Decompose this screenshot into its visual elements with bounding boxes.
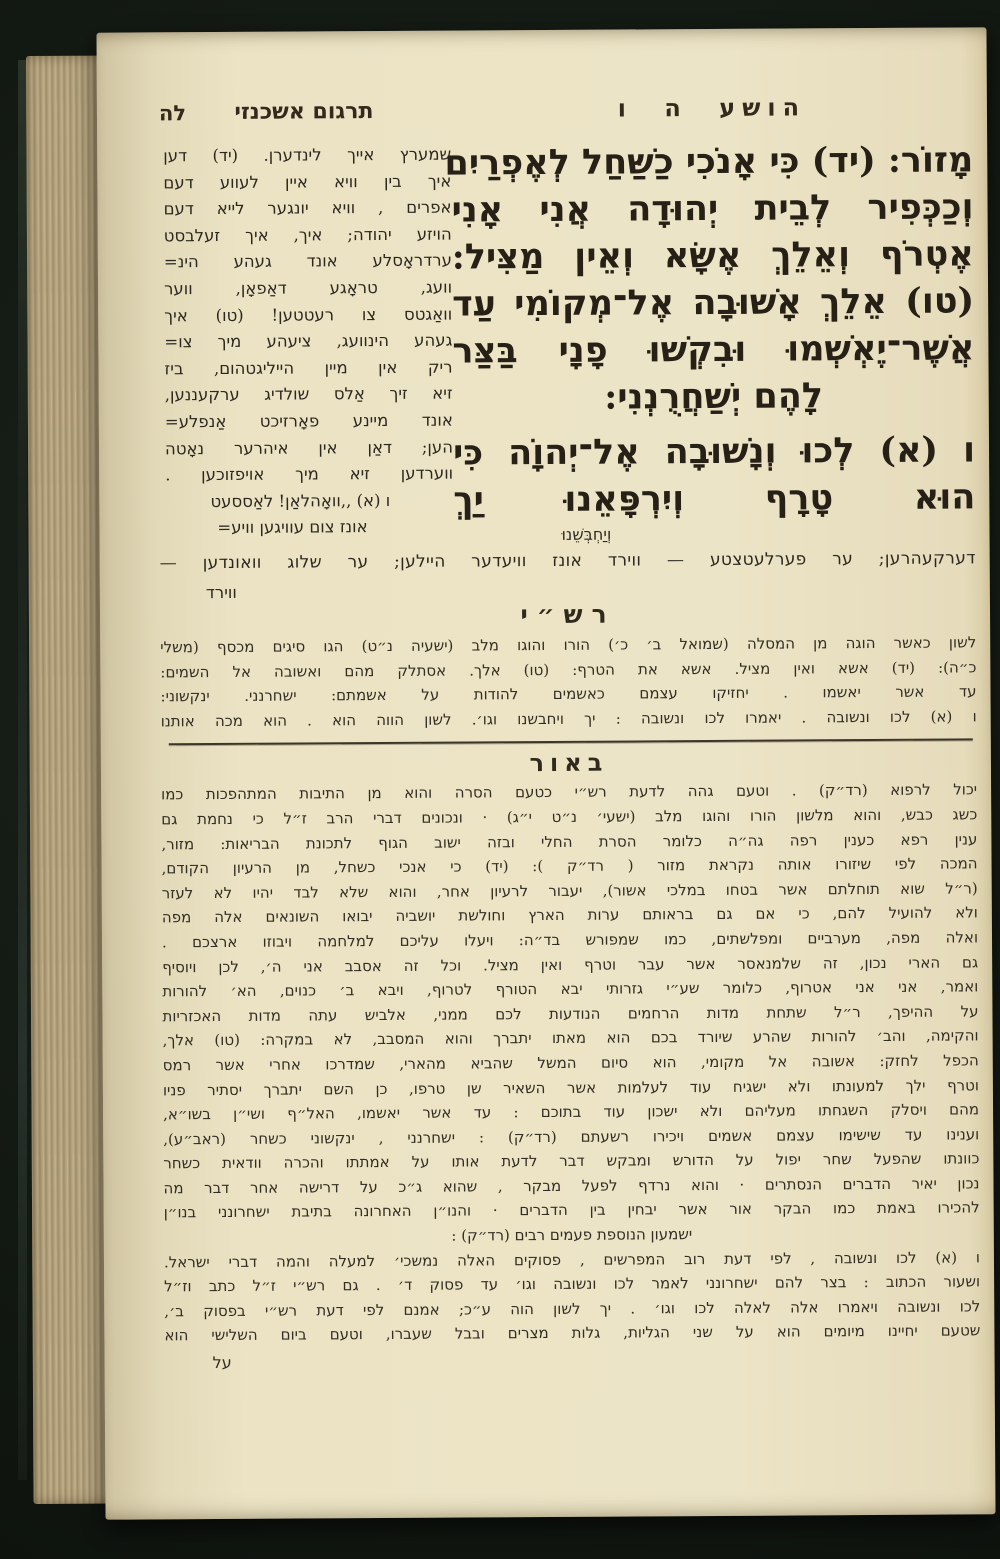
page-header <box>157 91 973 125</box>
biur-section <box>161 747 981 1377</box>
running-title: הושע ה ו <box>617 92 807 123</box>
biur-line: (ר״ל שוא תוחלתם אשר בטחו במלכי אשור), יעבור לרעיון אחר, והוא שלא לבד יהיו לא לעזר <box>161 879 978 903</box>
biur-line: ואמר, אני אני אטרוף, כלומר שע״י גזרותי יבא הטורף לטרוף, ויבא ב׳ כנוים, הא׳ להורות <box>162 977 979 1001</box>
biur-line: לכו ונשובה ויאמרו אלה לאלה לכו וגו׳ . יך לשון הוה ע״כ; אמנם לפי דעת רש״י בפסוק ב׳, <box>164 1297 981 1321</box>
translation-catchword: ווירד <box>205 582 237 603</box>
translation-column <box>157 140 453 548</box>
main-columns <box>157 136 975 547</box>
translation-header-cell <box>157 98 451 126</box>
biur-line: גם הארי נכון, זה שלמנאסר אשר עבר וטרף ואין מציל. וכל זה אסבב אני ה׳, לכן ויוסיף <box>162 952 979 976</box>
page-content <box>96 27 995 1519</box>
translation-line: איך בין וויא איין לעווע דעם <box>163 171 452 192</box>
translation-line: ערדראָסלע אונד געהע הינ= <box>163 250 452 272</box>
translation-line: זיא זיך אַלס שולדיג ערקעננען, <box>164 383 453 405</box>
verse-line: מָזוֹר: (יד) כִּי אָנֹכִי כַשַּׁחַל לְאֶפְרַיִם <box>444 139 974 184</box>
verse-line: ו (א) לְכוּ וְנָשׁוּבָה אֶל־יְהוָֹה כִּי <box>452 429 976 474</box>
verse-lines-a <box>444 136 975 374</box>
biur-line: וענינו עד שישימו עצמם אשמים ויכירו רשעתם (רד״ק) : ישחרנני , ינקשוני כשחר (ראב״ע), <box>163 1125 980 1149</box>
translation-line: וועג, טראָגע דאַפאָן, ווער <box>163 277 453 299</box>
book-cover-edge <box>18 60 27 1480</box>
rashi-line: ו (א) לכו ונשובה . יאמרו לכו ונשובה : יך ויחבשנו וגו׳. לשון הווה הוא . הוא מכה אותנו <box>160 707 977 731</box>
translation-line: הויזע יהודה; איך, איך זעלבסט <box>163 224 452 246</box>
section-divider-rule <box>169 739 973 746</box>
biur-line: להכירו באמת כמו הבקר אור אשר יבחין בין הדברים · והנו״ן האחרונה בתיבת ישחרונני בנו״ן <box>163 1198 980 1222</box>
translation-line: ריק אין מיין הייליגטהום, ביז <box>164 357 453 379</box>
biur-line: ושעור הכתוב : בצר להם ישחרונני לאמר לכו ונשובה וגו׳ עד פסוק ד׳ . גם רש״י ז״ל כתב וז״ל <box>164 1272 981 1296</box>
biur-lines-b <box>164 1245 981 1348</box>
running-title-cell <box>451 91 973 123</box>
biur-line: כשג כבש, והוא מלשון הורו והוגו מלב (ישעי׳ נ״ט י״ג) · ונכונים דברי הרב ז״ל כי נחמת גם <box>161 805 978 829</box>
translation-full-width-line: דערקעהרען; ער פערלעטצטע — ווירד אונז וויעדער היילען; ער שלוג וואונדען — <box>159 548 976 574</box>
biur-line: ואלה מפה, מערביים ומפלשתים, כמו שמפורש בד״ה: ויעלו עליכם למלחמה ויבוזו ארצכם . <box>161 928 979 952</box>
book-page <box>96 27 995 1519</box>
biur-line: כוונתו שהפעל שחר יפול על הדורש ומבקש דבר לדעת אותו על אמתתו והכרה וודאית כשחר <box>163 1149 980 1173</box>
biur-line: המכה לפי שיזורו אותה נקראת מזור ( רד״ק ): (יד) כי אנכי כשחל, מן הרעיון הקודם, <box>161 854 978 878</box>
biur-line: נכון יאיר הדברים הנסתרים · והוא נרדף לפעל מבקר , שהוא ג״כ על דרישה אחר דבר מה <box>163 1174 980 1198</box>
rashi-lines <box>160 630 977 733</box>
verse-line: (טו) אֵלֵךְ אָשׁוּבָה אֶל־מְקוֹמִי עַד <box>452 280 975 325</box>
translation-line: אונד מיינע פאָרזיכט אַנפלע= <box>164 410 453 432</box>
verse-line: אֶטְרֹף וְאֵלֵךְ אֶשָּׂא וְאֵין מַצִּיל: <box>451 233 974 278</box>
translation-indent-line: ו (א) ,,וואָהלאַן! לאַססעט <box>210 490 391 511</box>
rashi-title: רש״י <box>520 599 616 630</box>
biur-line: וטרף ילך למעונתו ולא ישגיח עוד לעלמות אשר השאיר שן טרפו, כן השם יתברך יסתיר פניו <box>162 1075 979 1099</box>
verse-lines-b <box>453 426 976 523</box>
verse-column <box>444 136 976 545</box>
rashi-line: עד אשר יאשמו . יחזיקו עצמם כאשמים להודות על אשמתם: ישחרנני. ינקשוני: <box>160 682 977 706</box>
biur-line: ו (א) לכו ונשובה , לפי דעת רוב המפרשים , פסוקים האלה נמשכי׳ למעלה והמה דברי ישראל. <box>163 1248 981 1271</box>
translation-line: אפרים , וויא יונגער לייא דעם <box>163 197 452 219</box>
verse-small-word: וְיַחְבְּשֵׁנוּ <box>561 524 612 544</box>
verse-line-centered: לָהֶם יְשַׁחֲרֻנְנִי: <box>604 375 824 418</box>
translation-indent-line: אונז צום עוויגען וויע= <box>217 517 368 538</box>
verse-line: וְכַכְּפִיר לְבֵית יְהוּדָה אֲנִי אָנִי <box>451 186 974 231</box>
verse-line: הוּא טָרָף וְיִרְפָּאֵנוּ יַךְ <box>453 476 976 521</box>
translation-lines <box>163 142 453 489</box>
rashi-line: כ״ה): (יד) אשא ואין מציל. אשא את הטרף: (טו) אלך. אסתלק מהם ואשובה אל השמים: <box>160 657 977 681</box>
biur-line: ולא להועיל להם, כי אם גם בראותם ערות הארץ וחולשת יושביה יבואו השונאים אלה מפה <box>161 903 978 927</box>
folio-number: לה <box>158 100 187 126</box>
translation-line: הען; דאַן אין איהרער נאָטה <box>164 437 454 458</box>
biur-lines-a <box>161 778 980 1226</box>
biur-line: הכפל לחזק: אשובה אל מקומי, הוא סיום המשל שהביא מהארי, שמדרכו אחרי אשר רמס <box>162 1051 979 1075</box>
biur-line-centered: ישמעון הנוספת פעמים רבים (רד״ק) : <box>451 1225 693 1245</box>
biur-line: ענין רפא כענין רפה גה״ה כלומר הסרת החלי ובזה ישוב הגוף לתכונת הבריאות: מזור, <box>161 829 978 853</box>
biur-line: שטעם יחיינו מיומים הוא על שני הגליות, גלות מצרים ובבל שעברו, וטעם ביום השלישי הוא <box>164 1321 981 1345</box>
translation-line: וואַגטס צו רעטטען! (טו) איך <box>164 304 453 325</box>
biur-line: מהם ויסלק השגחתו מעליהם ולא ישכון עוד בתוכם : עד אשר יאשמו, האל״ף ושי״ן בשו״א, <box>163 1100 980 1124</box>
translation-column-title: תרגום אשכנזי <box>234 98 374 125</box>
rashi-line: לשון כאשר הוגה מן המסלה (שמואל ב׳ כ׳) הורו והוגו מלב (ישעיה נ״ט) הגו סיגים מכסף (משלי <box>160 633 977 657</box>
rashi-section <box>160 598 977 733</box>
translation-line: שמערץ אייך לינדערן. (יד) דען <box>163 144 452 166</box>
biur-title: באור <box>529 747 609 778</box>
biur-line: והקימה, והב׳ להורות שהרע שיורד בכם הוא מאתו יתברך והוא המסבב, לא במקרה: (טו) אלך, <box>162 1026 979 1050</box>
page-catchword: על <box>212 1352 232 1373</box>
translation-line: געהע הינוועג, ציעהע מיך צו= <box>164 330 453 352</box>
biur-line: על ההיפך, ר״ל שתחת מדות הרחמים הנודעות לכם ממני, אלביש עתה מדות האכזריות <box>162 1002 979 1026</box>
verse-line: אֲשֶׁר־יֶאְשְׁמוּ וּבִקְשׁוּ פָנָי בַּצַּר <box>452 327 975 372</box>
translation-line: ווערדען זיא מיך אויפזוכען . <box>165 463 454 485</box>
biur-line: יכול לרפוא (רד״ק) . וטעם גהה לדעת רש״י כטעם הסרה והוא מן התיבות המתהפכות כמו <box>161 780 978 804</box>
